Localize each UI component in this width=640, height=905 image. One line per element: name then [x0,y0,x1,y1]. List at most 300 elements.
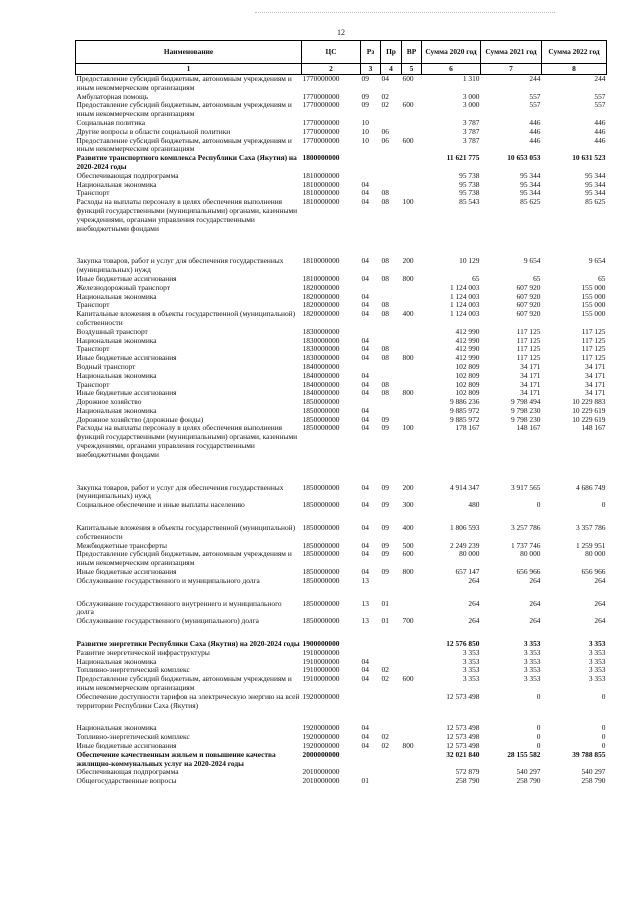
row-rz-code: 04 [361,415,369,424]
row-name: Топливно-энергетический комплекс [76,733,190,742]
row-rz-code: 04 [361,568,369,577]
table-row [76,275,607,284]
row-sum-2020: 412 990 [455,345,480,354]
row-sum-2020: 1 806 593 [449,523,480,533]
row-cs-code: 1810000000 [302,171,340,180]
row-sum-2020: 412 990 [455,354,480,363]
row-cs-code: 1770000000 [302,101,340,110]
row-sum-2021: 3 353 [523,639,541,649]
row-cs-code: 1820000000 [302,292,340,301]
row-name: Транспорт [76,189,110,198]
row-sum-2021: 34 171 [520,362,541,371]
row-pr-code: 08 [381,189,389,198]
row-sum-2020: 3 000 [462,92,480,101]
row-name: Предоставление субсидий бюджетным, автономным учреждениям и иным некоммерческим организациям [76,74,292,92]
row-sum-2022: 155 000 [581,283,606,292]
row-sum-2021: 656 966 [516,568,541,577]
row-sum-2020: 1 124 003 [449,301,480,310]
row-vr-code [402,626,422,649]
row-cs-code: 2000000000 [302,750,340,759]
row-sum-2020: 11 621 775 [446,154,480,163]
row-cs-code: 1830000000 [302,354,340,363]
row-name: Другие вопросы в области социальной политики [76,127,231,136]
row-vr-code [402,93,422,102]
row-sum-2022: 557 [594,92,606,101]
table-row [76,510,607,542]
row-cs-code: 1840000000 [302,362,340,371]
row-vr-code [402,658,422,667]
row-sum-2022: 155 000 [581,301,606,310]
row-rz-code: 09 [361,74,369,83]
row-name: Иные бюджетные ассигнования [76,742,177,750]
row-cs-code: 1820000000 [302,301,340,310]
row-name: Обеспечение доступности тарифов на электрическую энергию на всей территории Республики Саха (Якутия) [76,692,300,710]
table-row [76,301,607,310]
row-pr-code [381,172,402,181]
table-row [76,542,607,551]
header-sum-2022: Сумма 2022 год [542,41,607,64]
row-sum-2021: 0 [536,733,541,742]
row-name: Иные бюджетные ассигнования [76,274,177,283]
row-sum-2022: 656 966 [581,568,606,577]
table-row [76,742,607,751]
row-pr-code [381,710,402,733]
row-pr-code [381,154,402,172]
row-rz-code: 09 [361,92,369,101]
row-cs-code: 1850000000 [302,482,340,492]
table-row [76,389,607,398]
row-rz-code: 04 [361,501,369,510]
row-sum-2021: 264 [529,617,541,626]
row-rz-code: 04 [361,198,369,207]
row-sum-2020: 412 990 [455,336,480,345]
row-pr-code: 02 [381,675,389,684]
row-pr-code [381,284,402,293]
row-sum-2022: 0 [601,723,606,733]
table-row [76,586,607,618]
table-row [76,550,607,568]
row-name: Межбюджетные трансферты [76,541,167,550]
row-cs-code: 1840000000 [302,380,340,389]
table-row [76,460,607,502]
row-name: Расходы на выплаты персоналу в целях обеспечения выполнения функций государственными (муниципальными) органами, казенными учреждениями, органами управления государственными внебюджетными фондами [76,424,298,459]
row-rz-code: 04 [361,424,369,433]
row-vr-code [402,119,422,128]
row-sum-2021: 117 125 [516,354,541,363]
row-sum-2021: 9 798 230 [510,406,541,415]
row-vr-code: 600 [402,74,414,83]
row-sum-2021: 264 [529,598,541,608]
row-sum-2020: 102 809 [455,362,480,371]
row-cs-code: 1800000000 [302,154,340,163]
row-pr-code [381,777,402,786]
row-cs-code: 1920000000 [302,733,340,742]
row-sum-2020: 12 573 498 [446,692,480,701]
row-sum-2021: 95 344 [520,180,541,189]
row-vr-code: 800 [402,274,414,283]
row-cs-code: 1850000000 [302,568,340,577]
row-sum-2022: 34 171 [585,389,606,398]
row-sum-2022: 34 171 [585,362,606,371]
row-pr-code: 08 [381,389,389,398]
column-number: 7 [481,64,542,75]
row-sum-2021: 34 171 [520,380,541,389]
table-row [76,675,607,693]
row-pr-code: 02 [381,742,389,750]
table-row [76,768,607,777]
row-sum-2022: 117 125 [581,336,606,345]
row-rz-code: 04 [361,666,369,675]
table-row [76,617,607,626]
row-rz-code: 04 [361,742,369,750]
row-pr-code: 08 [381,310,389,319]
row-pr-code: 09 [381,550,389,559]
row-name: Общегосударственные вопросы [76,777,177,786]
row-pr-code: 02 [381,92,389,101]
row-cs-code: 1840000000 [302,371,340,380]
row-name: Обеспечивающая подпрограмма [76,171,179,180]
row-vr-code: 700 [402,617,414,626]
row-sum-2022: 3 353 [588,675,606,684]
row-name: Обеспечение качественным жильем и повышение качества жилищно-коммунальных услуг на 2020-2024 годы [76,750,276,768]
row-sum-2020: 4 914 347 [449,482,480,492]
row-cs-code: 1770000000 [302,118,340,127]
table-row [76,733,607,742]
row-sum-2021: 10 653 053 [507,154,541,163]
row-name: Развитие транспортного комплекса Республики Саха (Якутия) на 2020-2024 годы [76,154,297,171]
row-rz-code: 04 [361,523,369,533]
row-sum-2020: 3 000 [462,101,480,110]
row-name: Транспорт [76,380,110,389]
row-rz-code: 04 [361,336,369,345]
row-sum-2021: 0 [536,501,541,510]
row-rz-code: 04 [361,733,369,742]
table-row [76,101,607,119]
row-sum-2022: 117 125 [581,345,606,354]
row-vr-code: 600 [402,101,414,110]
row-sum-2020: 102 809 [455,371,480,380]
table-row [76,363,607,372]
row-rz-code: 13 [361,598,369,608]
header-cs: ЦС [302,41,361,64]
row-pr-code [381,407,402,416]
row-name: Обслуживание государственного и муниципального долга [76,576,260,585]
row-vr-code: 600 [402,675,414,684]
row-sum-2021: 1 737 746 [510,541,541,550]
column-number: 5 [402,64,422,75]
row-sum-2020: 85 543 [459,198,480,207]
row-sum-2021: 34 171 [520,389,541,398]
row-sum-2022: 3 353 [588,639,606,649]
row-vr-code [402,128,422,137]
row-pr-code: 08 [381,345,389,354]
row-cs-code: 1910000000 [302,666,340,675]
row-sum-2020: 572 879 [455,768,480,777]
header-sum-2021: Сумма 2021 год [481,41,542,64]
row-rz-code: 04 [361,389,369,398]
table-row [76,372,607,381]
table-row [76,666,607,675]
row-sum-2022: 264 [594,617,606,626]
table-row [76,710,607,733]
row-sum-2021: 65 [533,274,541,283]
row-vr-code [402,777,422,786]
row-pr-code [381,649,402,658]
row-sum-2021: 0 [536,692,541,701]
row-sum-2022: 557 [594,101,606,110]
table-row [76,293,607,302]
row-vr-code [402,649,422,658]
row-name: Капитальные вложения в объекты государственной (муниципальной) собственности [76,523,296,541]
row-sum-2020: 95 738 [459,189,480,198]
table-row [76,128,607,137]
row-sum-2022: 80 000 [585,550,606,559]
row-rz-code: 04 [361,371,369,380]
row-name: Закупка товаров, работ и услуг для обеспечения государственных (муниципальных) нужд [76,482,284,501]
row-vr-code: 100 [402,424,414,433]
row-sum-2020: 3 353 [462,666,480,675]
row-pr-code: 08 [381,198,389,207]
row-cs-code: 1910000000 [302,648,340,657]
row-pr-code: 09 [381,541,389,550]
row-sum-2021: 85 625 [520,198,541,207]
row-vr-code [402,407,422,416]
row-name: Воздушный транспорт [76,327,148,336]
row-cs-code: 1850000000 [302,398,340,407]
row-sum-2022: 264 [594,576,606,585]
page-number: 12 [337,28,345,37]
row-sum-2022: 95 344 [585,171,606,180]
row-pr-code [381,328,402,337]
column-number: 3 [361,64,381,75]
row-sum-2022: 244 [594,74,606,83]
row-sum-2022: 4 686 749 [575,482,606,492]
row-cs-code: 1830000000 [302,336,340,345]
row-sum-2021: 607 920 [516,301,541,310]
row-rz-code [361,284,381,293]
table-row [76,577,607,586]
column-number: 4 [381,64,402,75]
row-name: Обслуживание государственного внутреннего и муниципального долга [76,598,282,617]
row-cs-code: 1820000000 [302,310,340,319]
row-cs-code: 1920000000 [302,742,340,750]
row-sum-2022: 155 000 [581,292,606,301]
table-row [76,751,607,769]
row-sum-2020: 95 738 [459,171,480,180]
table-row [76,154,607,172]
row-pr-code: 01 [381,598,389,608]
row-name: Закупка товаров, работ и услуг для обеспечения государственных (муниципальных) нужд [76,256,284,275]
row-vr-code: 200 [402,256,414,266]
row-sum-2021: 9 798 230 [510,415,541,424]
table-row [76,345,607,354]
row-sum-2022: 39 788 855 [572,750,606,759]
header-rz: Рз [361,41,381,64]
row-vr-code [402,398,422,407]
row-cs-code: 2010000000 [302,768,340,777]
row-sum-2021: 0 [536,742,541,750]
row-rz-code: 04 [361,345,369,354]
row-sum-2020: 95 738 [459,180,480,189]
row-vr-code [402,416,422,425]
table-row [76,198,607,233]
row-sum-2022: 85 625 [585,198,606,207]
row-cs-code: 1850000000 [302,415,340,424]
row-sum-2022: 65 [598,274,606,283]
row-vr-code: 800 [402,354,414,363]
row-name: Дорожное хозяйство (дорожные фонды) [76,415,204,424]
row-vr-code: 400 [402,523,414,533]
row-cs-code: 1920000000 [302,723,340,733]
row-sum-2020: 12 573 498 [446,742,480,750]
row-pr-code: 09 [381,568,389,577]
row-rz-code: 04 [361,256,369,266]
row-rz-code: 04 [361,189,369,198]
table-row [76,181,607,190]
row-vr-code [402,768,422,777]
row-sum-2021: 95 344 [520,189,541,198]
row-name: Топливно-энергетический комплекс [76,666,190,675]
row-name: Иные бюджетные ассигнования [76,389,177,398]
row-rz-code [361,649,381,658]
row-cs-code: 1810000000 [302,189,340,198]
row-vr-code [402,666,422,675]
row-name: Национальная экономика [76,292,157,301]
row-name: Национальная экономика [76,180,157,189]
column-number: 2 [302,64,361,75]
row-sum-2022: 155 000 [581,310,606,319]
row-vr-code [402,586,422,618]
row-vr-code [402,733,422,742]
row-pr-code [381,363,402,372]
row-rz-code: 04 [361,301,369,310]
row-sum-2020: 3 787 [462,136,480,145]
row-sum-2022: 1 259 951 [575,541,606,550]
table-row [76,233,607,275]
row-sum-2022: 0 [601,733,606,742]
row-vr-code [402,693,422,711]
table-row [76,172,607,181]
row-rz-code: 04 [361,180,369,189]
row-sum-2021: 244 [529,74,541,83]
row-sum-2021: 264 [529,576,541,585]
row-sum-2022: 0 [601,742,606,750]
row-vr-code: 300 [402,501,414,510]
row-sum-2022: 446 [594,127,606,136]
row-sum-2020: 12 573 498 [446,733,480,742]
table-row [76,137,607,155]
row-sum-2020: 264 [468,617,480,626]
row-name: Расходы на выплаты персоналу в целях обеспечения выполнения функций государственными (муниципальными) органами, казенными учреждениями, органами управления государственными внебюджетными фондами [76,198,298,233]
row-rz-code: 04 [361,723,369,733]
row-pr-code: 08 [381,301,389,310]
table-row [76,381,607,390]
row-pr-code: 08 [381,354,389,363]
row-cs-code: 1850000000 [302,598,340,608]
row-sum-2020: 264 [468,576,480,585]
row-sum-2020: 480 [468,501,480,510]
row-sum-2022: 446 [594,136,606,145]
header-name: Наименование [76,41,302,64]
row-sum-2022: 10 229 883 [572,398,606,407]
row-sum-2020: 102 809 [455,380,480,389]
table-row [76,568,607,577]
row-vr-code [402,345,422,354]
row-name: Иные бюджетные ассигнования [76,354,177,363]
row-cs-code: 1850000000 [302,550,340,559]
header-sum-2020: Сумма 2020 год [422,41,481,64]
row-vr-code [402,363,422,372]
row-sum-2022: 446 [594,118,606,127]
row-sum-2020: 9 885 972 [449,406,480,415]
header-pr: Пр [381,41,402,64]
row-vr-code: 100 [402,198,414,207]
row-vr-code [402,337,422,346]
row-sum-2022: 258 790 [581,777,606,786]
row-sum-2022: 34 171 [585,371,606,380]
row-name: Дорожное хозяйство [76,398,142,407]
row-vr-code [402,381,422,390]
row-sum-2022: 3 353 [588,648,606,657]
row-sum-2021: 557 [529,101,541,110]
row-rz-code: 04 [361,406,369,415]
row-sum-2022: 10 631 523 [572,154,606,163]
row-vr-code: 600 [402,550,414,559]
row-sum-2020: 1 124 003 [449,283,480,292]
row-name: Водный транспорт [76,362,136,371]
row-sum-2021: 148 167 [516,424,541,433]
row-vr-code [402,372,422,381]
row-rz-code [361,693,381,711]
table-row [76,501,607,510]
table-row [76,310,607,328]
row-rz-code: 10 [361,118,369,127]
row-sum-2020: 1 124 003 [449,310,480,319]
row-cs-code: 1920000000 [302,692,340,701]
row-sum-2021: 540 297 [516,768,541,777]
scan-artifact-line [255,12,555,14]
column-number: 8 [542,64,607,75]
row-cs-code: 1770000000 [302,92,340,101]
row-pr-code: 04 [381,74,389,83]
row-name: Национальная экономика [76,657,157,666]
row-sum-2020: 3 787 [462,127,480,136]
row-rz-code: 04 [361,380,369,389]
row-sum-2020: 264 [468,598,480,608]
header-vr: ВР [402,41,422,64]
row-pr-code: 08 [381,380,389,389]
row-cs-code: 1910000000 [302,675,340,684]
row-pr-code: 08 [381,274,389,283]
row-sum-2021: 9 798 494 [510,398,541,407]
row-pr-code [381,398,402,407]
row-sum-2021: 3 257 786 [510,523,541,533]
row-name: Транспорт [76,301,110,310]
row-sum-2021: 258 790 [516,777,541,786]
row-sum-2022: 3 353 [588,657,606,666]
row-vr-code [402,284,422,293]
row-cs-code: 1830000000 [302,345,340,354]
row-rz-code: 04 [361,541,369,550]
row-vr-code [402,301,422,310]
row-rz-code: 04 [361,657,369,666]
row-name: Предоставление субсидий бюджетным, автономным учреждениям и иным некоммерческим организациям [76,136,292,154]
row-rz-code: 09 [361,101,369,110]
row-sum-2021: 117 125 [516,327,541,336]
row-vr-code: 800 [402,389,414,398]
row-sum-2021: 3 353 [523,675,541,684]
row-cs-code: 1770000000 [302,127,340,136]
